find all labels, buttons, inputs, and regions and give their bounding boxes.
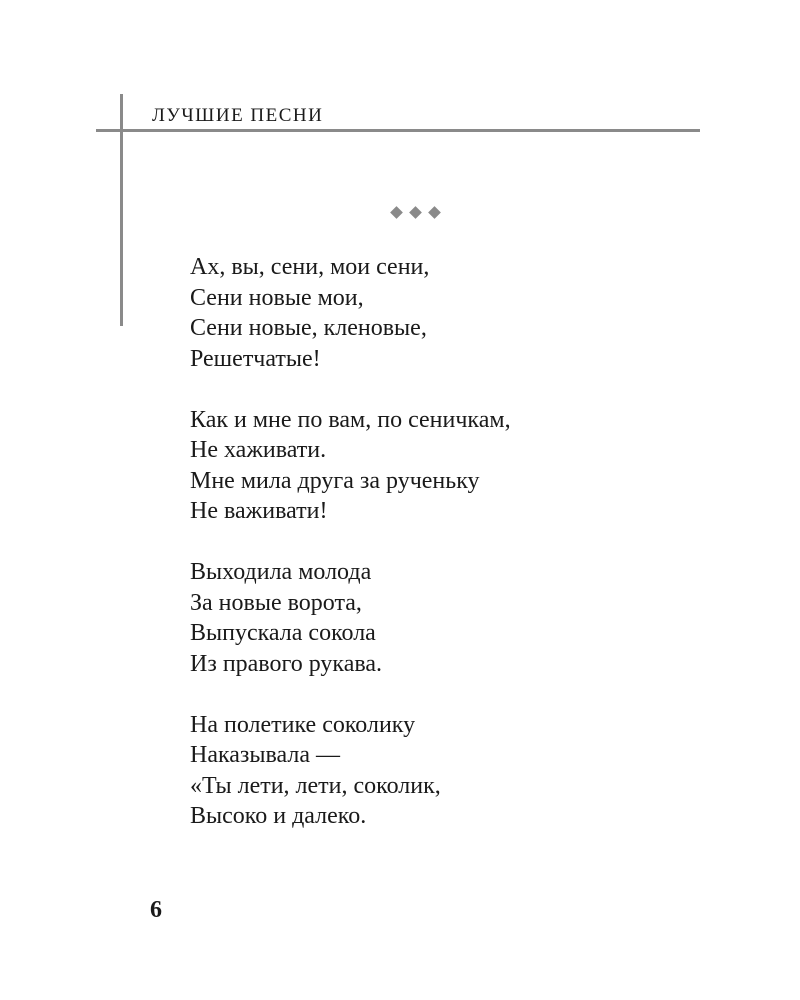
- diamond-icon: [428, 206, 441, 219]
- verse-line: «Ты лети, лети, соколик,: [190, 772, 441, 799]
- verse-line: За новые ворота,: [190, 589, 362, 616]
- verse-line: Не важивати!: [190, 498, 328, 524]
- running-title: ЛУЧШИЕ ПЕСНИ: [152, 105, 324, 126]
- diamond-icon: [409, 206, 422, 219]
- verse-line: Наказывала —: [190, 742, 341, 768]
- header-horizontal-rule: [96, 129, 700, 132]
- verse-line: Из правого рукава.: [190, 650, 383, 677]
- verse-line: Решетчатые!: [190, 345, 321, 372]
- three-diamonds-icon: [392, 208, 439, 217]
- verse-line: Ах, вы, сени, мои сени,: [190, 254, 430, 280]
- verse-line: Как и мне по вам, по сеничкам,: [190, 406, 511, 433]
- verse-line: Сени новые, кленовые,: [190, 315, 427, 341]
- verse-line: Не хаживати.: [190, 437, 327, 463]
- page-number: 6: [150, 897, 162, 923]
- verse-line: Мне мила друга за рученьку: [190, 467, 480, 494]
- verse-line: Выходила молода: [190, 559, 372, 585]
- verse-line: На полетике соколику: [190, 711, 416, 738]
- verse-line: Сени новые мои,: [190, 284, 364, 311]
- stanza: [190, 710, 511, 832]
- verse-line: Выпускала сокола: [190, 620, 376, 646]
- stanza: [190, 405, 511, 527]
- verse-line: Высоко и далеко.: [190, 803, 367, 829]
- stanza: [190, 557, 511, 679]
- stanza: [190, 252, 511, 374]
- poem-text: [190, 252, 511, 832]
- diamond-icon: [390, 206, 403, 219]
